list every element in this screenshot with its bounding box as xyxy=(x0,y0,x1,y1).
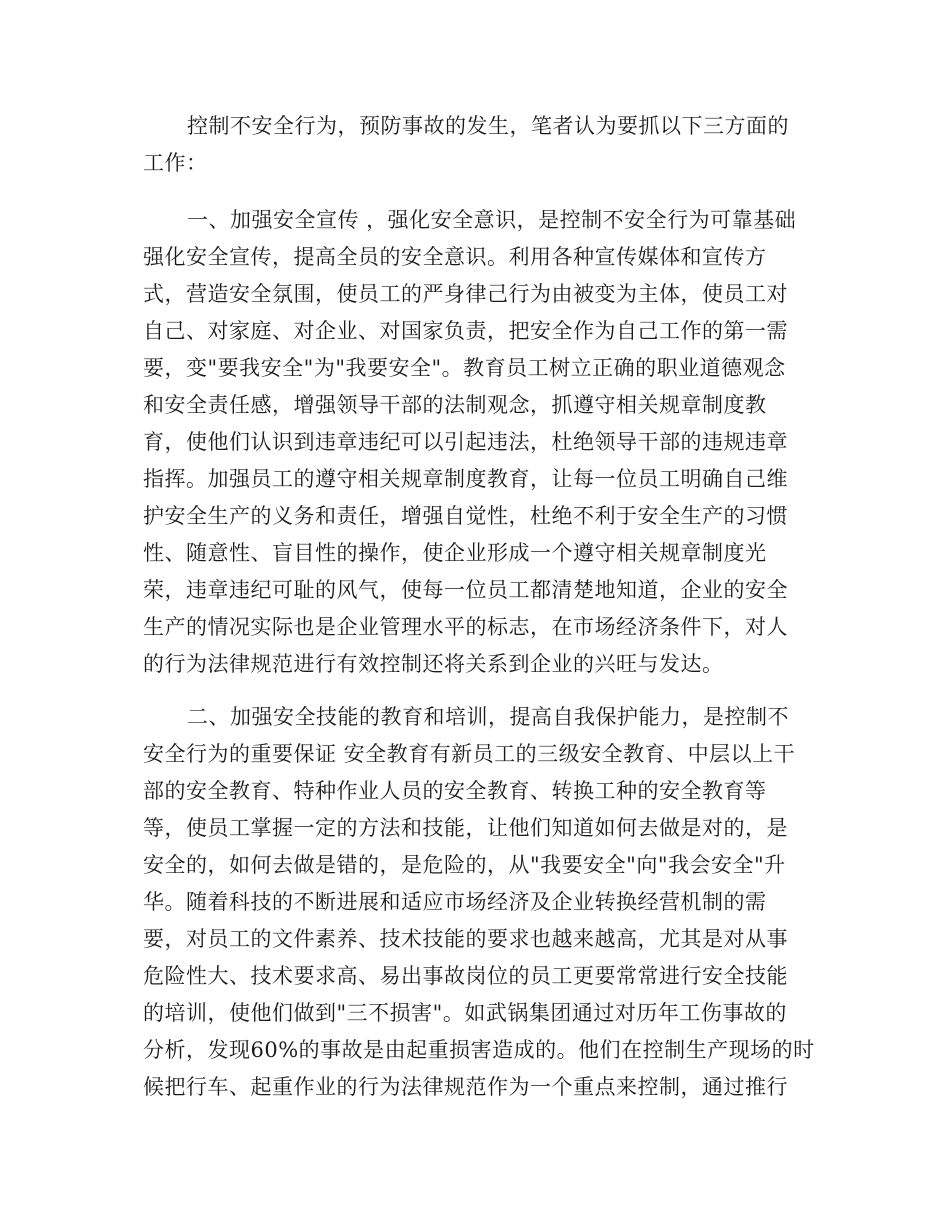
text-line: 候把行车、起重作业的行为法律规范作为一个重点来控制，通过推行 xyxy=(143,1075,788,1099)
text-line: 安全的，如何去做是错的，是危险的，从"我要安全"向"我会安全"升 xyxy=(143,853,786,877)
text-line: 的培训，使他们做到"三不损害"。如武锅集团通过对历年工伤事故的 xyxy=(143,1001,787,1025)
text-line: 和安全责任感，增强领导干部的法制观念，抓遵守相关规章制度教 xyxy=(143,393,767,417)
text-line: 式，营造安全氛围，使员工的严身律己行为由被变为主体，使员工对 xyxy=(143,282,788,306)
text-line: 工作： xyxy=(143,151,208,175)
text-line: 要，变"要我安全"为"我要安全"。教育员工树立正确的职业道德观念 xyxy=(143,356,786,380)
text-line: 的行为法律规范进行有效控制还将关系到企业的兴旺与发达。 xyxy=(143,652,724,676)
text-line: 分析，发现60%的事故是由起重损害造成的。他们在控制生产现场的时 xyxy=(143,1038,815,1062)
text-line: 部的安全教育、特种作业人员的安全教育、转换工种的安全教育等 xyxy=(143,779,767,803)
text-line: 要，对员工的文件素养、技术技能的要求也越来越高，尤其是对从事 xyxy=(143,927,788,951)
text-line: 华。随着科技的不断进展和适应市场经济及企业转换经营机制的需 xyxy=(143,890,767,914)
paragraph-section-2 xyxy=(143,699,813,1106)
text-line: 一、加强安全宣传 ，强化安全意识，是控制不安全行为可靠基础 xyxy=(187,208,797,232)
text-line: 生产的情况实际也是企业管理水平的标志，在市场经济条件下，对人 xyxy=(143,615,788,639)
text-line: 危险性大、技术要求高、易出事故岗位的员工更要常常进行安全技能 xyxy=(143,964,788,988)
text-line: 育，使他们认识到违章违纪可以引起违法，杜绝领导干部的违规违章 xyxy=(143,430,788,454)
text-line: 自己、对家庭、对企业、对国家负责，把安全作为自己工作的第一需 xyxy=(143,319,788,343)
text-line: 二、加强安全技能的教育和培训，提高自我保护能力，是控制不 xyxy=(187,705,789,729)
text-line: 强化安全宣传，提高全员的安全意识。利用各种宣传媒体和宣传方 xyxy=(143,245,767,269)
text-line: 等，使员工掌握一定的方法和技能，让他们知道如何去做是对的，是 xyxy=(143,816,788,840)
text-line: 指挥。加强员工的遵守相关规章制度教育，让每一位员工明确自己维 xyxy=(143,467,788,491)
text-line: 性、随意性、盲目性的操作，使企业形成一个遵守相关规章制度光 xyxy=(143,541,767,565)
text-line: 安全行为的重要保证 安全教育有新员工的三级安全教育、中层以上干 xyxy=(143,742,796,766)
paragraph-intro xyxy=(143,108,813,182)
text-line: 荣，违章违纪可耻的风气，使每一位员工都清楚地知道，企业的安全 xyxy=(143,578,788,602)
paragraph-section-1 xyxy=(143,202,813,683)
text-line: 控制不安全行为，预防事故的发生，笔者认为要抓以下三方面的 xyxy=(187,114,789,138)
text-line: 护安全生产的义务和责任，增强自觉性，杜绝不利于安全生产的习惯 xyxy=(143,504,788,528)
